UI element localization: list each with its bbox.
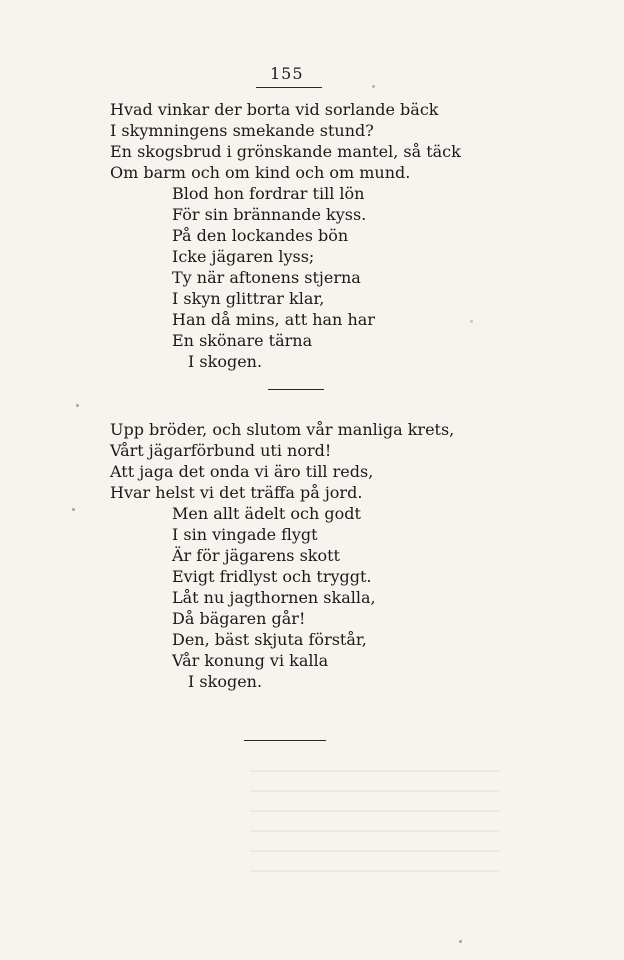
- verse-line: I sin vingade flygt: [172, 525, 318, 544]
- paper-speck: [72, 508, 75, 511]
- verse-line: Att jaga det onda vi äro till reds,: [110, 462, 374, 481]
- verse-line: Vårt jägarförbund uti nord!: [110, 441, 332, 460]
- refrain-line: I skogen.: [188, 352, 263, 371]
- verse-line: Är för jägarens skott: [172, 546, 340, 565]
- verse-line: Den, bäst skjuta förstår,: [172, 630, 367, 649]
- paper-speck: [372, 85, 375, 88]
- verse-line: Hvar helst vi det träffa på jord.: [110, 483, 363, 502]
- verse-line: Vår konung vi kalla: [172, 651, 329, 670]
- verse-line: Upp bröder, och slutom vår manliga krets,: [110, 420, 455, 439]
- verse-line: Om barm och om kind och om mund.: [110, 163, 411, 182]
- verse-line: Låt nu jagthornen skalla,: [172, 588, 376, 607]
- page-number-rule: [256, 87, 322, 88]
- verse-line: På den lockandes bön: [172, 226, 349, 245]
- verse-line: För sin brännande kyss.: [172, 205, 367, 224]
- verse-line: Han då mins, att han har: [172, 310, 375, 329]
- verse-line: Ty när aftonens stjerna: [172, 268, 361, 287]
- verse-line: En skogsbrud i grönskande mantel, så täck: [110, 142, 461, 161]
- verse-line: I skyn glittrar klar,: [172, 289, 325, 308]
- verse-line: En skönare tärna: [172, 331, 313, 350]
- verse-line: Blod hon fordrar till lön: [172, 184, 365, 203]
- show-through-texture: [250, 770, 500, 880]
- paper-speck: [470, 320, 473, 323]
- verse-line: Evigt fridlyst och tryggt.: [172, 567, 372, 586]
- verse-line: Då bägaren går!: [172, 609, 306, 628]
- section-divider: [268, 389, 324, 390]
- page-number: 155: [270, 64, 304, 83]
- verse-line: Hvad vinkar der borta vid sorlande bäck: [110, 100, 439, 119]
- paper-speck: [459, 940, 462, 943]
- end-divider: [244, 740, 326, 741]
- refrain-line: I skogen.: [188, 672, 263, 691]
- verse-line: Men allt ädelt och godt: [172, 504, 361, 523]
- verse-line: I skymningens smekande stund?: [110, 121, 374, 140]
- verse-line: Icke jägaren lyss;: [172, 247, 315, 266]
- paper-speck: [76, 404, 79, 407]
